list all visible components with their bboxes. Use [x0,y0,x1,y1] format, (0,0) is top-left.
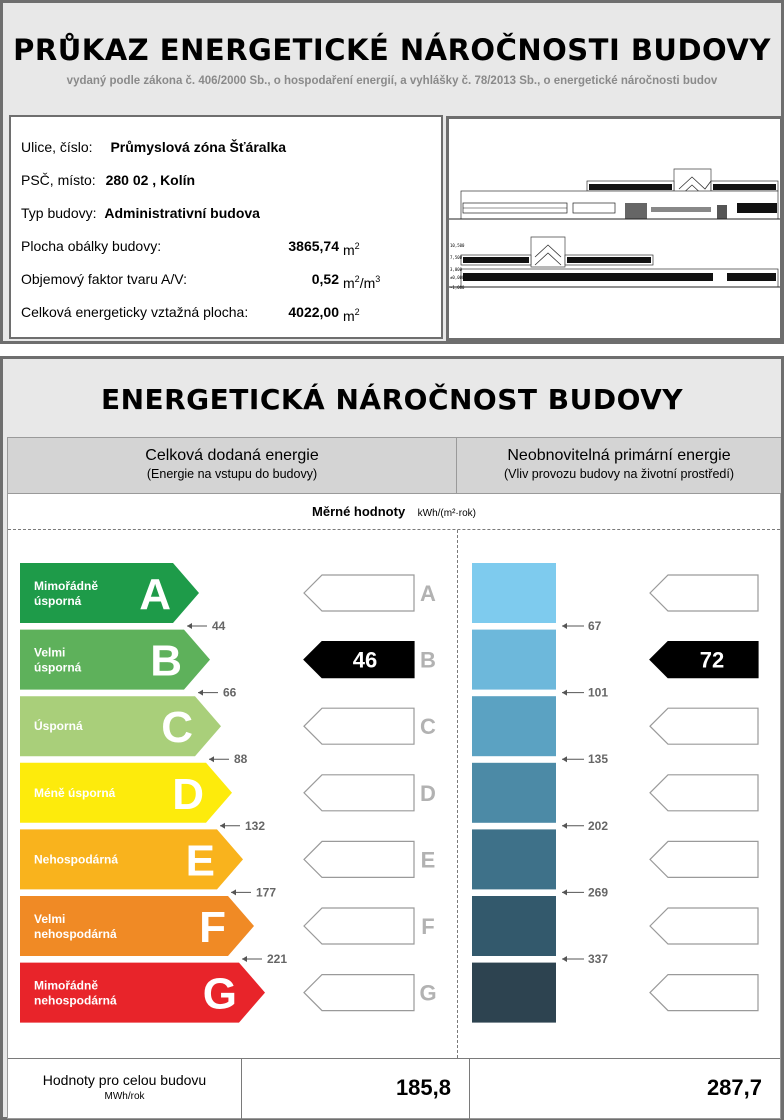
certificate-header [0,0,784,344]
energy-class-d [20,763,232,823]
elevation-level-label: ±0,000 [450,275,465,280]
scale-letter: G [419,980,437,1006]
building-elevation-drawing [446,116,783,341]
primary-indicator-d [650,775,758,811]
empty-indicator-arrow [650,775,758,811]
elevation-svg [449,119,780,338]
primary-indicator-f [650,908,758,944]
elevation-top [449,169,780,219]
delivered-indicator-e [304,841,435,877]
street-label: Ulice, číslo: [21,139,93,155]
whole-building-unit: MWh/rok [104,1091,145,1102]
delivered-threshold [198,686,237,700]
delivered-threshold [242,952,287,966]
whole-building-delivered-value: 185,8 [395,1075,451,1100]
energy-table [7,437,781,1119]
whole-building-primary-value: 287,7 [706,1075,762,1100]
primary-energy-title: Neobnovitelná primární energie [507,447,731,464]
primary-energy-bar-c [472,696,556,756]
class-description: úsporná [34,594,82,608]
threshold-arrowhead [231,889,236,895]
threshold-value: 269 [588,885,609,900]
class-description: Mimořádně [34,978,99,993]
energy-class-e [20,829,243,889]
delivered-indicator-d [304,775,436,811]
empty-indicator-arrow [304,908,414,944]
class-description: nehospodárná [34,993,117,1008]
primary-indicator-e [650,841,758,877]
empty-indicator-arrow [304,575,414,611]
class-description: Méně úsporná [34,785,116,800]
primary-threshold [562,752,608,766]
energy-class-b [20,630,210,690]
primary-threshold [562,885,608,899]
reference-area-unit: $m^2$ [343,307,360,324]
threshold-arrowhead [562,956,567,962]
street-row [21,137,286,157]
document-title: PRŮKAZ ENERGETICKÉ NÁROČNOSTI BUDOVY [13,33,771,67]
elevation-level-label: 10,500 [450,243,465,248]
primary-indicator-a [650,575,758,611]
threshold-value: 67 [588,619,602,633]
delivered-threshold [209,752,248,766]
class-letter: E [185,836,215,886]
primary-indicator-c [650,708,758,744]
whole-building-label-cell [8,1059,242,1120]
delivered-energy-header [8,438,457,494]
reference-area-value: 4022,00 [288,304,339,320]
threshold-arrowhead [242,956,247,962]
primary-energy-bar-g [472,963,556,1023]
threshold-value: 135 [588,752,609,767]
primary-energy-bar-b [472,630,556,690]
city-value: 280 02 , Kolín [105,172,196,188]
whole-building-primary-cell [470,1059,780,1120]
delivered-value: 46 [352,647,378,673]
primary-energy-header [457,438,781,494]
delivered-threshold [220,819,265,833]
document-subtitle: vydaný podle zákona č. 406/2000 Sb., o hospodaření energií, a vyhlášky č. 78/2013 Sb., o energetické náročnosti budov [66,75,718,87]
empty-indicator-arrow [650,708,758,744]
delivered-indicator-f [304,908,435,944]
class-description: úsporná [34,660,82,675]
scale-letter: F [421,914,435,939]
scale-letter: B [420,647,436,673]
threshold-value: 88 [234,752,248,767]
primary-threshold [562,686,608,700]
empty-indicator-arrow [304,975,414,1011]
class-letter: G [202,969,237,1019]
primary-threshold [562,819,608,833]
class-letter: D [172,769,204,819]
empty-indicator-arrow [304,708,414,744]
class-description: Nehospodárná [34,852,119,867]
threshold-value: 44 [212,619,226,633]
energy-class-chart [8,530,780,1058]
delivered-indicator-c [304,708,436,744]
threshold-value: 132 [245,818,266,833]
city-label: PSČ, místo: [21,172,96,188]
scale-letter: D [420,780,436,806]
energy-class-g [20,963,265,1023]
threshold-arrowhead [187,623,192,629]
class-description: Velmi [34,645,66,660]
class-letter: C [161,703,193,753]
class-letter: A [139,570,171,619]
type-row [21,203,260,223]
delivered-energy-subtitle: (Energie na vstupu do budovy) [146,467,318,481]
elevation-level-label: -1,000 [450,285,465,290]
reference-area-label: Celková energeticky vztažná plocha: [21,304,249,320]
primary-energy-bar-f [472,896,556,956]
elevation-level-label: 7,500 [450,255,463,260]
delivered-indicator-b [304,642,436,678]
building-info-box [9,115,443,339]
delivered-indicator-g [304,975,437,1011]
empty-indicator-arrow [650,908,758,944]
specific-values-label: Měrné hodnoty [312,504,406,519]
primary-value: 72 [699,647,725,673]
primary-threshold [562,952,608,966]
threshold-arrowhead [562,623,567,629]
specific-values-unit: kWh/(m²·rok) [417,508,476,519]
threshold-value: 101 [588,685,609,700]
class-description: Úsporná [34,719,83,734]
energy-title: ENERGETICKÁ NÁROČNOST BUDOVY [100,383,684,416]
threshold-value: 221 [267,952,288,966]
threshold-arrowhead [209,756,214,762]
scale-letter: C [420,714,436,740]
threshold-value: 337 [588,952,609,966]
energy-class-c [20,696,221,756]
envelope-label: Plocha obálky budovy: [21,238,162,254]
threshold-arrowhead [562,690,567,696]
delivered-threshold [187,619,226,633]
primary-energy-bar-d [472,763,556,823]
energy-class-f [20,896,254,956]
energy-class-a [20,563,199,623]
specific-values-row [8,494,780,530]
whole-building-label: Hodnoty pro celou budovu [42,1072,207,1088]
threshold-value: 177 [256,885,277,900]
class-letter: B [150,636,182,686]
whole-building-delivered-cell [242,1059,470,1120]
primary-energy-subtitle: (Vliv provozu budovy na životní prostředí) [504,467,734,481]
threshold-arrowhead [562,823,567,829]
energy-section [0,356,784,1120]
shape-factor-label: Objemový faktor tvaru A/V: [21,271,187,287]
primary-indicator-g [650,975,758,1011]
primary-threshold [562,619,602,633]
envelope-value: 3865,74 [288,238,339,254]
empty-indicator-arrow [650,841,758,877]
envelope-unit: $m^2$ [343,241,360,258]
empty-indicator-arrow [650,975,758,1011]
empty-indicator-arrow [650,575,758,611]
threshold-arrowhead [198,690,203,696]
shape-factor-value: 0,52 [311,271,339,287]
threshold-arrowhead [562,756,567,762]
shape-factor-unit: $m^2/m^3$ [343,274,381,291]
city-row [21,170,195,190]
threshold-arrowhead [562,889,567,895]
delivered-indicator-a [304,575,436,611]
scale-letter: A [420,581,436,606]
street-value: Průmyslová zóna Šťáralka [110,139,287,155]
whole-building-row [8,1058,780,1119]
type-label: Typ budovy: [21,205,97,221]
elevation-bottom [449,237,780,290]
primary-energy-bar-e [472,829,556,889]
class-letter: F [199,903,226,952]
threshold-arrowhead [220,823,225,829]
class-arrow-a [20,563,199,623]
primary-energy-bar-a [472,563,556,623]
primary-indicator-b [650,642,758,678]
scale-letter: E [420,847,436,873]
threshold-value: 66 [223,685,237,700]
empty-indicator-arrow [304,775,414,811]
threshold-value: 202 [588,818,609,833]
empty-indicator-arrow [304,841,414,877]
type-value: Administrativní budova [104,205,260,221]
class-description: nehospodárná [34,927,117,941]
delivered-energy-title: Celková dodaná energie [145,447,319,464]
class-description: Mimořádně [34,579,99,593]
class-description: Velmi [34,912,66,926]
elevation-level-label: 3,000 [450,267,463,272]
delivered-threshold [231,885,276,899]
